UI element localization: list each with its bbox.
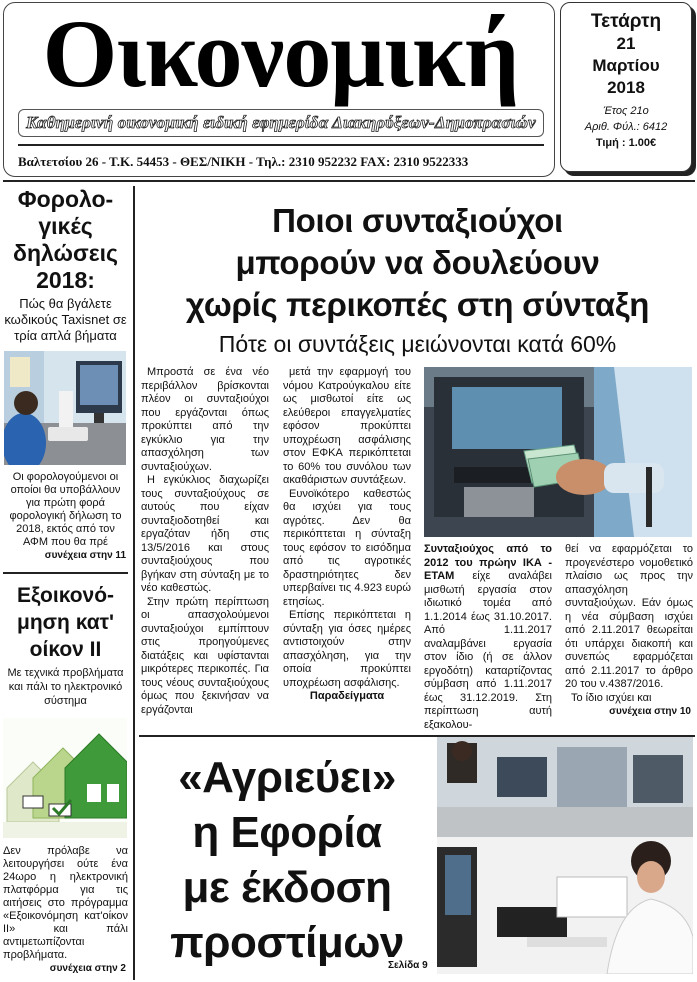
tax-returns-story (3, 186, 128, 562)
paragraph: Η εγκύκλιος διαχωρίζει τους συνταξιούχους σε αυτούς που είχαν συνταξιοδοτηθεί και εργαζόταν ήδη στις 13/5/2016 και στους συνταξιούχους που βγήκαν στη σύνταξη με το νέο καθεστώς. (141, 474, 269, 594)
green-houses-illustration (3, 718, 127, 838)
tax-returns-headline-line: 2018: (36, 267, 95, 293)
newspaper-logo: Οικονομική (42, 0, 519, 107)
energy-savings-headline-line: Εξοικονό- (16, 584, 115, 607)
energy-savings-headline-line: μηση κατ' (17, 611, 114, 634)
tax-office-headline-line: η Εφορία (192, 808, 382, 857)
tax-office-page-ref[interactable]: Σελίδα 9 (388, 960, 428, 971)
price: Τιμή : 1.00€ (595, 137, 657, 149)
month: Μαρτίου (592, 56, 660, 75)
tax-returns-subhead: Πώς θα βγάλετε κωδικούς Taxisnet σε τρία απλά βήματα (4, 296, 127, 343)
year: 2018 (607, 78, 645, 97)
paragraph: θεί να εφαρμόζεται το προγενέστερο νομοθετικό πλαίσιο ως προς την απασχόληση συνταξιούχων. Εάν όμως η νέα σύμβαση ισχύει από 2.11.2017 θεωρείται ότι υπάρχει διακοπή και συνεπώς εφαρμόζεται από 2.11.2017 το άρθρο 20 του ν.4387/2016. (565, 543, 693, 690)
tax-returns-body: Οι φορολογούμενοι οι οποίοι θα υποβάλλουν για πρώτη φορά φορολογική δήλωση το 2018, εκτός από τον ΑΦΜ που θα πρέ (9, 471, 122, 548)
main-headline-line: χωρίς περικοπές στη σύνταξη (185, 286, 650, 323)
masthead-divider (18, 144, 544, 146)
example-lead: Συνταξιούχος από το 2012 του πρώην ΙΚΑ - ΕΤΑΜ (424, 543, 552, 582)
tagline: Καθημερινή οικονομική ειδική εφημερίδα Διακηρύξεων-Δημοπρασιών (18, 109, 544, 137)
paragraph: Στην πρώτη περίπτωση οι απασχολούμενοι συνταξιούχοι εμπίπτουν στις προηγούμενες διατάξεις και υφίστανται μικρότερες περικοπές. Για τους νέους συνταξιούχους όμως που ξεκινήσαν να εργάζονται (141, 595, 269, 716)
energy-savings-headline-line: οίκον ΙΙ (29, 638, 102, 661)
main-headline (140, 200, 695, 326)
energy-savings-continued-link[interactable]: συνέχεια στην 2 (49, 963, 126, 974)
paragraph: Ευνοϊκότερο καθεστώς θα ισχύει για τους αγρότες. Δεν θα περικόπτεται η σύνταξη τους εφόσον το εισόδημα από τις αγροτικές δραστηριότητες δεν υπερβαίνει τις 4.923 ευρώ ετησίως. (283, 487, 411, 608)
example-text: είχε αναλάβει μισθωτή εργασία στον ιδιωτικό τομέα από 1.1.2014 έως 31.10.2017. Από 1.11.2017 αναλαμβάνει εργασία στον ίδιο (ή σε άλλον εργοδότη) καταρτίζοντας σύμβαση από 1.11.2017 έως 31.12.2019. Στη περίπτωση αυτή εξακολου- (424, 570, 552, 731)
office-workstation-photo (4, 351, 126, 465)
paragraph: Επίσης περικόπτεται η σύνταξη για όσες ημέρες αντιστοιχούν στην απασχόληση, για την οποία προκύπτει υποχρέωση ασφάλισης. (283, 609, 411, 689)
main-column-2 (283, 366, 411, 704)
main-headline-line: μπορούν να δουλεύουν (235, 244, 600, 281)
left-divider (3, 572, 128, 574)
column-divider (133, 186, 135, 980)
paragraph: μετά την εφαρμογή του νόμου Κατρούγκαλου είτε ως μισθωτοί είτε ως ελεύθεροι επαγγελματίες εφόσον προκύπτει υποχρέωση ασφάλισης στον ΕΦΚΑ περικόπτεται το 60% του συνόλου των ακαθάριστων συντάξεων. (283, 366, 411, 486)
paragraph: Το ίδιο ισχύει και (571, 691, 652, 704)
examples-subheading: Παραδείγματα (309, 690, 385, 702)
main-continued-link[interactable]: συνέχεια στην 10 (609, 706, 691, 717)
main-headline-line: Ποιοι συνταξιούχοι (272, 202, 563, 239)
issue-number: Αριθ. Φύλ.: 6412 (584, 121, 668, 133)
atm-cash-photo (424, 367, 692, 537)
volume: Έτος 21ο (603, 105, 649, 117)
main-subhead: Πότε οι συντάξεις μειώνονται κατά 60% (218, 331, 617, 357)
weekday: Τετάρτη (590, 11, 662, 32)
tax-returns-headline-line: γικές (38, 213, 93, 239)
energy-savings-body: Δεν πρόλαβε να λειτουργήσει ούτε ένα 24ωρο η ηλεκτρονική πλατφόρμα για τις αιτήσεις στο πρόγραμμα «Εξοικονόμηση κατ'οίκον ΙΙ» και πάλι αντιμετωπίζονται προβλήματα. (3, 845, 128, 961)
tax-returns-continued-link[interactable]: συνέχεια στην 11 (44, 550, 126, 561)
paragraph: Μπροστά σε ένα νέο περιβάλλον βρίσκονται πλέον οι συνταξιούχοι που εργάζονται όπως προκύπτει από την εγκύκλιο για την απασχόληση των συνταξιούχων. (141, 366, 269, 473)
tax-office-headline-line: προστίμων (170, 918, 404, 967)
energy-savings-subhead: Με τεχνικά προβλήματα και πάλι το ηλεκτρονικό σύστημα (7, 667, 124, 707)
left-column (3, 186, 128, 980)
day: 21 (616, 34, 636, 53)
energy-savings-story (3, 582, 128, 975)
tax-office-headline-line: «Αγριεύει» (178, 753, 396, 802)
date-box (560, 2, 692, 172)
tax-office-photo (437, 737, 693, 974)
publisher-address: Βαλτετσίου 26 - Τ.Κ. 54453 - ΘΕΣ/ΝΙΚΗ - Τηλ.: 2310 952232 FAX: 2310 9522333 (18, 154, 469, 169)
header-divider (3, 180, 695, 182)
tax-office-headline (141, 750, 433, 970)
main-column-1 (141, 366, 269, 717)
main-column-3 (424, 543, 552, 732)
main-column-4 (565, 543, 693, 718)
paragraph (424, 543, 552, 732)
tax-office-headline-line: με έκδοση (182, 863, 392, 912)
tax-returns-headline-line: δηλώσεις (13, 240, 118, 266)
tax-returns-headline-line: Φορολο- (17, 186, 114, 212)
masthead (3, 2, 555, 177)
